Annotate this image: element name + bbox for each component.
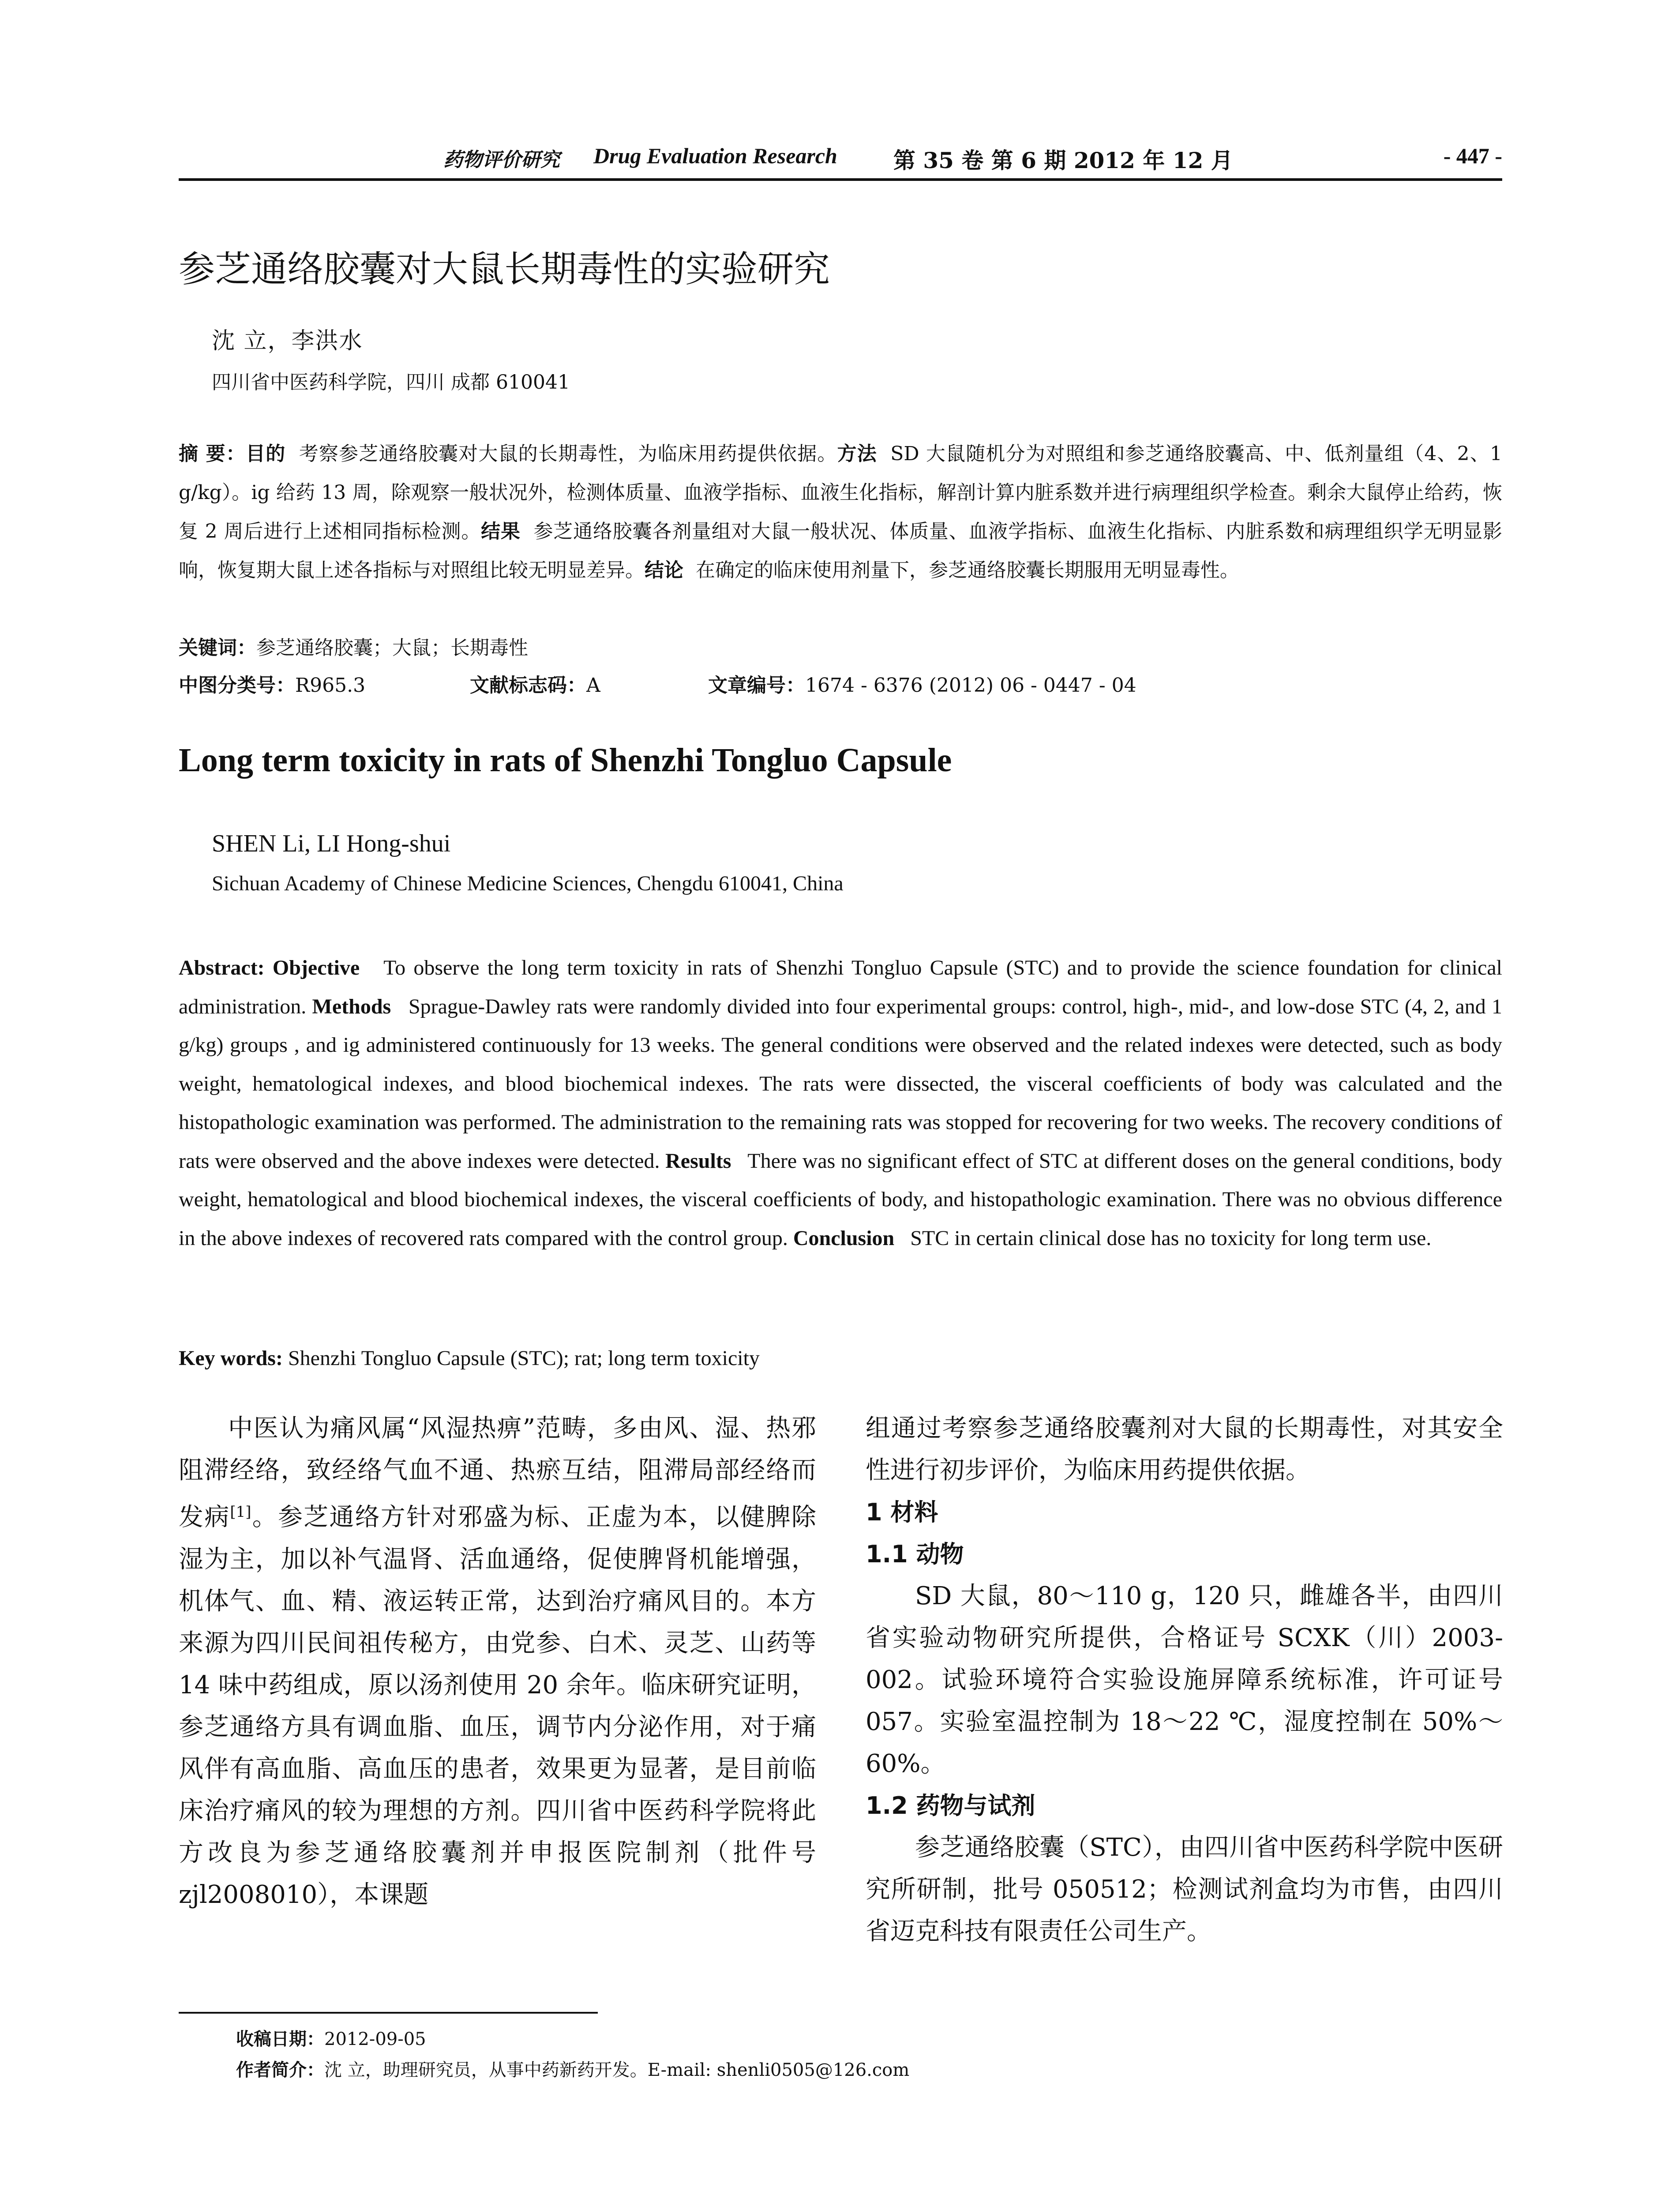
- title-en: Long term toxicity in rats of Shenzhi Tongluo Capsule: [179, 742, 952, 779]
- footnote-author-bio: [236, 2056, 909, 2081]
- footnote-received: [236, 2025, 426, 2050]
- keywords-en: [179, 1339, 1502, 1378]
- keywords-text-en: Shenzhi Tongluo Capsule (STC); rat; long term toxicity: [288, 1347, 760, 1370]
- section-heading-drugs: 1.2 药物与试剂: [866, 1792, 1035, 1820]
- objective-text-en: To observe the long term toxicity in rats of Shenzhi Tongluo Capsule (STC) and to provide the science foundation for clinical administration.: [179, 956, 1503, 1018]
- abstract-label-cn: 摘 要：: [179, 443, 246, 465]
- objective-label-en: Objective: [272, 956, 360, 979]
- abstract-en: [179, 949, 1502, 1257]
- abstract-label-en: Abstract:: [179, 956, 265, 979]
- keywords-label-en: Key words:: [179, 1347, 283, 1370]
- header-rule: [179, 178, 1502, 181]
- intro-text-b: 。参芝通络方针对邪盛为标、正虚为本，以健脾除湿为主，加以补气温肾、活血通络，促使脾肾机能增强，机体气、血、精、液运转正常，达到治疗痛风目的。本方来源为四川民间祖传秘方，由党参、白术、灵芝、山药等 14 味中药组成，原以汤剂使用 20 余年。临床研究证明，参芝通络方具有调血脂、血压，调节内分泌作用，对于痛风伴有高血脂、高血压的患者，效果更为显著，是目前临床治疗痛风的较为理想的方剂。四川省中医药科学院将此方改良为参芝通络胶囊剂并申报医院制剂（批件号 zjl2008010），本课题: [179, 1503, 817, 1909]
- bio-text: 沈 立，助理研究员，从事中药新药开发。E-mail: shenli0505@126.com: [324, 2060, 910, 2080]
- authors-cn: 沈 立，李洪水: [212, 328, 363, 354]
- affiliation-cn: 四川省中医药科学院，四川 成都 610041: [212, 371, 570, 394]
- clc-label: 中图分类号：: [179, 674, 295, 697]
- section-heading-animals: 1.1 动物: [866, 1540, 964, 1568]
- objective-label-cn: 目的: [246, 443, 286, 465]
- body-column-right: [866, 1407, 1503, 1952]
- intro-text-a: 中医认为痛风属“风湿热痹”范畴，多由风、湿、热邪阻滞经络，致经络气血不通、热瘀互结，阻滞局部经络而发病: [179, 1414, 816, 1532]
- classification-line: [179, 666, 1502, 705]
- body-column-left: [179, 1407, 816, 1916]
- results-text-en: There was no significant effect of STC at different doses on the general conditions, body weight, hematological and blood biochemical indexes, the visceral coefficients of body, and histopathologic examination. There was no obvious difference in the above indexes of recovered rats compared with the control group.: [179, 1149, 1503, 1250]
- conclusion-text-en: STC in certain clinical dose has no toxicity for long term use.: [910, 1226, 1432, 1250]
- authors-en: SHEN Li, LI Hong-shui: [212, 830, 451, 857]
- animals-paragraph: SD 大鼠，80～110 g，120 只，雌雄各半，由四川省实验动物研究所提供，合格证号 SCXK（川）2003-002。试验环境符合实验设施屏障系统标准，许可证号 057。实验室温控制为 18～22 ℃，湿度控制在 50%～60%。: [866, 1582, 1503, 1778]
- running-header: [179, 140, 1502, 177]
- conclusion-text-cn: 在确定的临床使用剂量下，参芝通络胶囊长期服用无明显毒性。: [695, 559, 1239, 582]
- clc-code: R965.3: [295, 674, 366, 697]
- keywords-label-cn: 关键词：: [179, 637, 256, 659]
- methods-label-en: Methods: [312, 994, 391, 1018]
- footnote-rule: [179, 2012, 598, 2014]
- article-number-label: 文章编号：: [708, 674, 805, 697]
- intro-continuation: 组通过考察参芝通络胶囊剂对大鼠的长期毒性，对其安全性进行初步评价，为临床用药提供依据。: [866, 1414, 1503, 1485]
- results-text-cn: 参芝通络胶囊各剂量组对大鼠一般状况、体质量、血液学指标、血液生化指标、内脏系数和病理组织学无明显影响，恢复期大鼠上述各指标与对照组比较无明显差异。: [179, 520, 1502, 582]
- bio-label: 作者简介：: [236, 2060, 324, 2080]
- methods-text-en: Sprague-Dawley rats were randomly divided into four experimental groups: control, high-, mid-, and low-dose STC (4, 2, and 1 g/kg) groups , and ig administered continuously for 13 weeks. The general conditions were observed and the related indexes were detected, such as body weight, hematological indexes, and blood biochemical indexes. The rats were dissected, the visceral coefficients of body was calculated and the histopathologic examination was performed. The administration to the remaining rats was stopped for recovering for two weeks. The recovery conditions of rats were observed and the above indexes were detected.: [179, 994, 1503, 1173]
- doc-code-label: 文献标志码：: [470, 674, 586, 697]
- affiliation-en: Sichuan Academy of Chinese Medicine Sciences, Chengdu 610041, China: [212, 872, 844, 895]
- title-cn: 参芝通络胶囊对大鼠长期毒性的实验研究: [179, 248, 830, 290]
- article-number: 1674 - 6376 (2012) 06 - 0447 - 04: [805, 674, 1136, 697]
- received-date: 2012-09-05: [324, 2029, 426, 2049]
- results-label-cn: 结果: [481, 520, 521, 543]
- conclusion-label-cn: 结论: [645, 559, 683, 582]
- results-label-en: Results: [665, 1149, 731, 1173]
- section-heading-materials: 1 材料: [866, 1498, 938, 1526]
- issue-info: 第 35 卷 第 6 期 2012 年 12 月: [893, 147, 1233, 173]
- methods-label-cn: 方法: [837, 443, 877, 465]
- conclusion-label-en: Conclusion: [793, 1226, 895, 1250]
- objective-text-cn: 考察参芝通络胶囊对大鼠的长期毒性，为临床用药提供依据。: [299, 443, 837, 465]
- journal-name-en: Drug Evaluation Research: [593, 143, 837, 168]
- page-number: - 447 -: [1443, 143, 1502, 168]
- citation-ref: [1]: [230, 1503, 251, 1521]
- journal-logo-cn: 药物评价研究: [443, 149, 560, 171]
- methods-text-cn: SD 大鼠随机分为对照组和参芝通络胶囊高、中、低剂量组（4、2、1 g/kg）。ig 给药 13 周，除观察一般状况外，检测体质量、血液学指标、血液生化指标，解剖计算内脏系数并进行病理组织学检查。剩余大鼠停止给药，恢复 2 周后进行上述相同指标检测。: [179, 443, 1503, 543]
- received-label: 收稿日期：: [236, 2029, 324, 2049]
- keywords-cn: [179, 629, 1502, 668]
- intro-paragraph: [179, 1407, 816, 1916]
- drugs-paragraph: 参芝通络胶囊（STC），由四川省中医药科学院中医研究所研制，批号 050512；检测试剂盒均为市售，由四川省迈克科技有限责任公司生产。: [866, 1833, 1503, 1946]
- doc-code: A: [586, 674, 600, 697]
- abstract-cn: [179, 435, 1502, 590]
- keywords-text-cn: 参芝通络胶囊；大鼠；长期毒性: [256, 637, 528, 659]
